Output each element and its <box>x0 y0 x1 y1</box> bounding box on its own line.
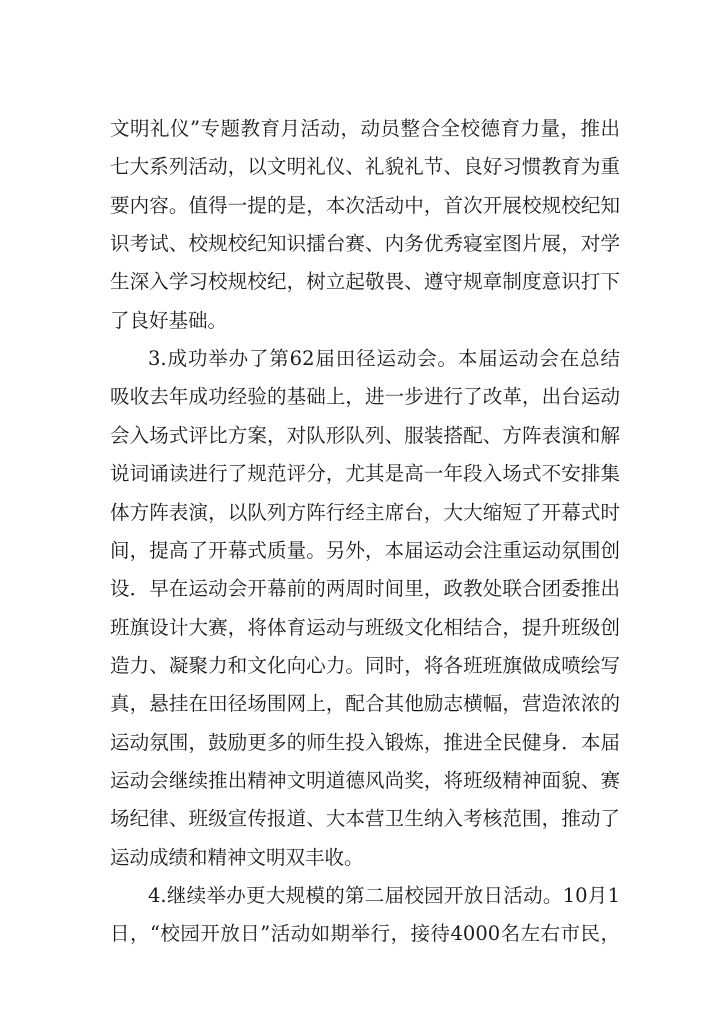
text-line: 日，“校园开放日”活动如期举行，接待4000名左右市民， <box>110 922 620 946</box>
text-line: 3.成功举办了第62届田径运动会。本届运动会在总结 <box>148 347 620 371</box>
text-line: 识考试、校规校纪知识擂台赛、内务优秀寝室图片展，对学 <box>110 232 620 256</box>
text-line: 运动氛围，鼓励更多的师生投入锻炼，推进全民健身．本届 <box>110 730 620 754</box>
text-line: 要内容。值得一提的是，本次活动中，首次开展校规校纪知 <box>110 193 620 217</box>
text-line: 运动会继续推出精神文明道德风尚奖，将班级精神面貌、赛 <box>110 768 620 792</box>
text-line: 吸收去年成功经验的基础上，进一步进行了改革，出台运动 <box>110 385 620 409</box>
text-line: 文明礼仪”专题教育月活动，动员整合全校德育力量，推出 <box>110 117 620 140</box>
text-line: 生深入学习校规校纪，树立起敬畏、遵守规章制度意识打下 <box>110 270 620 294</box>
text-line: 造力、凝聚力和文化向心力。同时，将各班班旗做成喷绘写 <box>110 653 620 677</box>
text-line: 间，提高了开幕式质量。另外，本届运动会注重运动氛围创 <box>110 538 620 562</box>
text-line: 七大系列活动，以文明礼仪、礼貌礼节、良好习惯教育为重 <box>110 155 620 179</box>
text-line: 了良好基础。 <box>110 308 228 332</box>
text-line: 场纪律、班级宣传报道、大本营卫生纳入考核范围，推动了 <box>110 807 620 831</box>
text-line: 会入场式评比方案，对队形队列、服装搭配、方阵表演和解 <box>110 423 620 447</box>
text-line: 设．早在运动会开幕前的两周时间里，政教处联合团委推出 <box>110 577 620 601</box>
text-line: 真，悬挂在田径场围网上，配合其他励志横幅，营造浓浓的 <box>110 692 620 716</box>
text-line: 运动成绩和精神文明双丰收。 <box>110 845 364 869</box>
text-line: 说词诵读进行了规范评分，尤其是高一年段入场式不安排集 <box>110 462 620 486</box>
text-line: 4.继续举办更大规模的第二届校园开放日活动。10月1 <box>148 884 620 907</box>
text-line: 体方阵表演，以队列方阵行经主席台，大大缩短了开幕式时 <box>110 500 620 524</box>
text-line: 班旗设计大赛，将体育运动与班级文化相结合，提升班级创 <box>110 615 620 639</box>
